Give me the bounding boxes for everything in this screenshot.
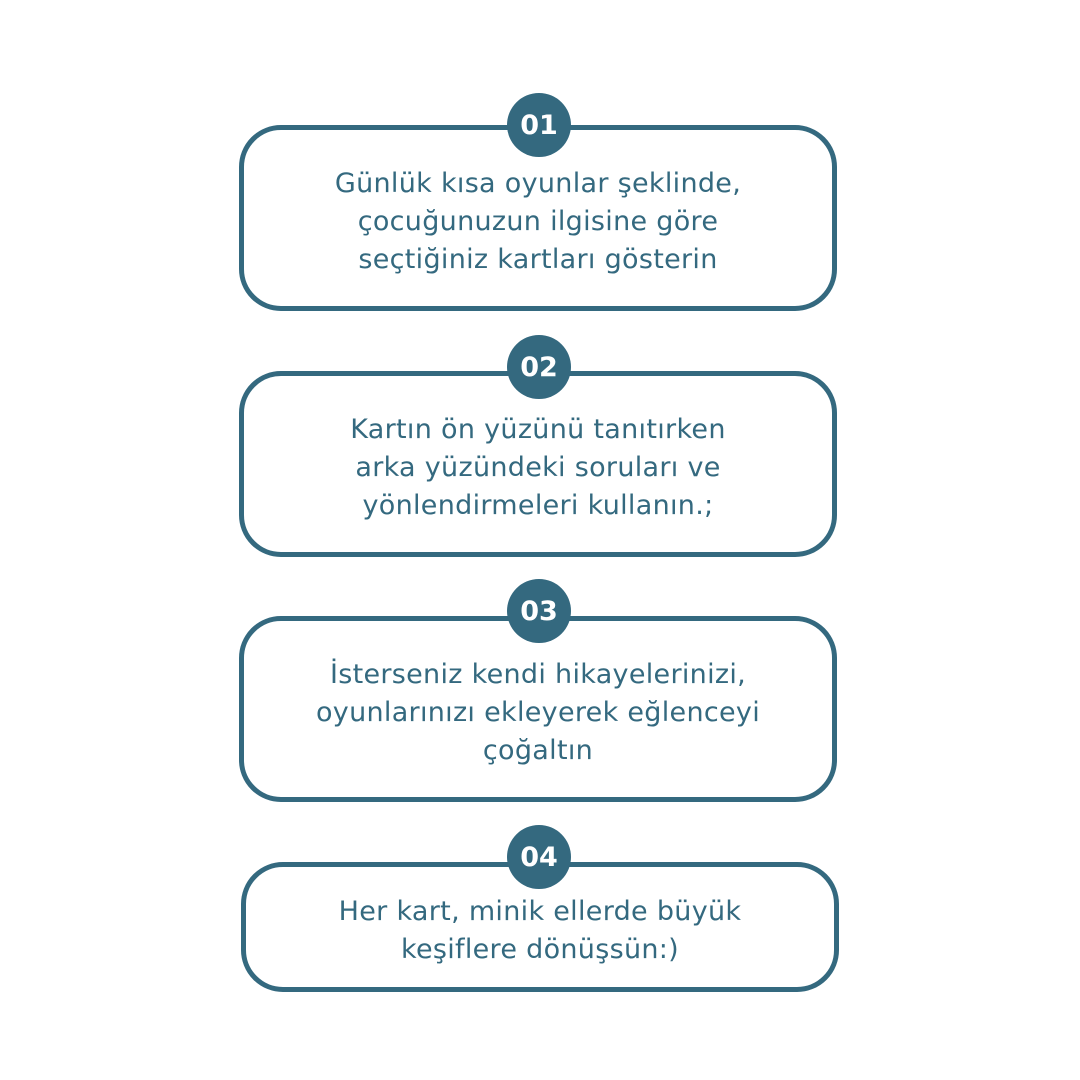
step-2-number-badge: 02 (507, 335, 571, 399)
step-2-text: Kartın ön yüzünü tanıtırken arka yüzündeki soruları ve yönlendirmeleri kullanın.; (350, 414, 726, 521)
step-4-number-badge: 04 (507, 825, 571, 889)
step-card-3 (239, 616, 837, 802)
step-1-text: Günlük kısa oyunlar şeklinde, çocuğunuzun ilgisine göre seçtiğiniz kartları gösterin (334, 168, 742, 275)
step-3-text: İsterseniz kendi hikayelerinizi, oyunlarınızı ekleyerek eğlenceyi çoğaltın (315, 659, 761, 766)
step-3-number-badge: 03 (507, 579, 571, 643)
step-1-number-badge: 01 (507, 93, 571, 157)
step-4-text: Her kart, minik ellerde büyük keşiflere dönüşsün:) (338, 896, 742, 965)
